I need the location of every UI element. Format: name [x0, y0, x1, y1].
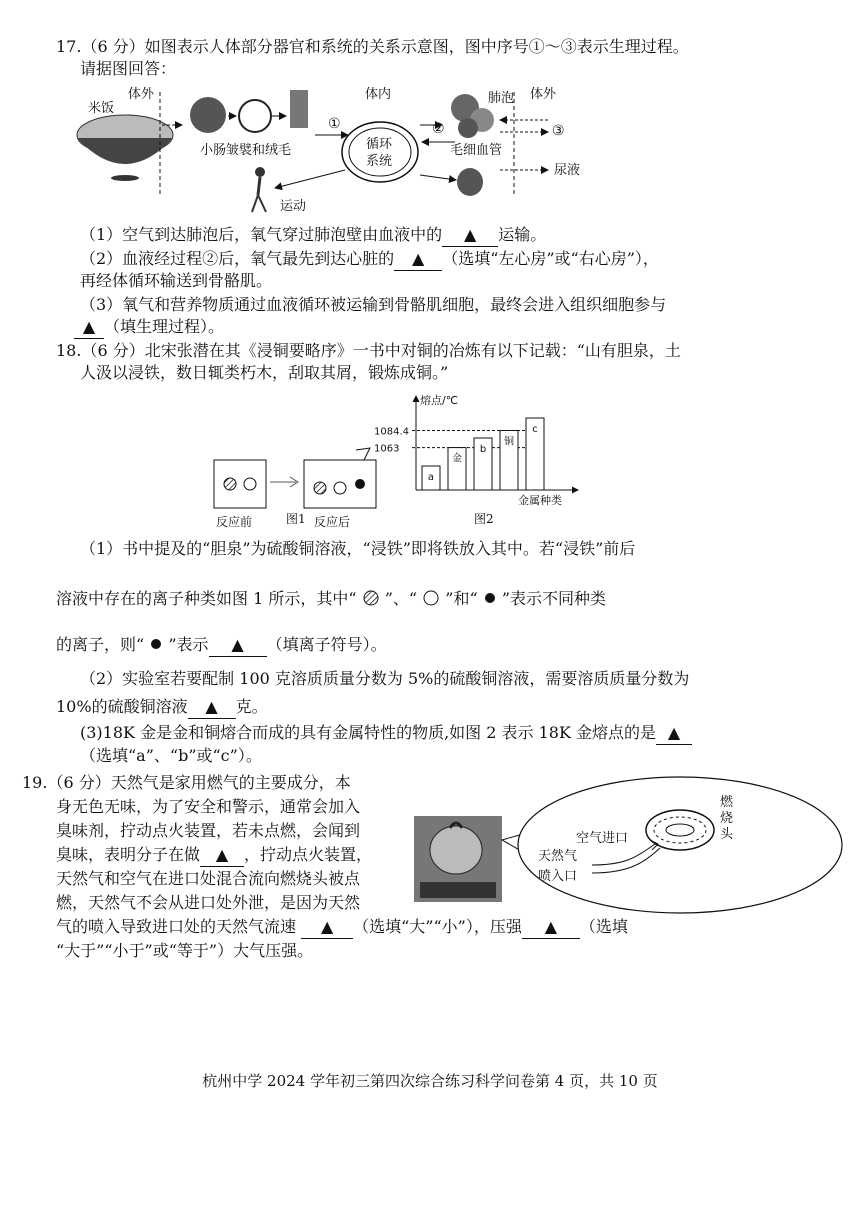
q18-answer-blank-1[interactable]: ▲ [209, 634, 267, 657]
q17-sub3-cont: ▲ （填生理过程）。 [74, 316, 224, 339]
open-ion-inline-icon [422, 589, 440, 607]
hatched-ion-inline-icon [362, 589, 380, 607]
q17-organ-diagram [60, 80, 620, 220]
q19-line8: “大于”“小于”或“等于”）大气压强。 [56, 941, 314, 960]
q19-line1: 19.（6 分）天然气是家用燃气的主要成分，本 [22, 773, 351, 792]
gas-inlet-label-2: 喷入口 [538, 869, 578, 884]
q17-answer-blank-1[interactable]: ▲ [442, 224, 498, 247]
fig1-before-label: 反应前 [216, 515, 253, 529]
burner-label-1: 燃 [720, 795, 734, 810]
bar-label-1: 金 [452, 453, 462, 465]
exercise-label: 运动 [280, 199, 307, 214]
q19-answer-blank-1[interactable]: ▲ [200, 844, 244, 867]
y-tick-label: 1084.4 [374, 426, 409, 438]
intestine-label: 小肠皱襞和绒毛 [200, 143, 292, 158]
process-3-label: ③ [552, 123, 565, 139]
q17-answer-blank-3[interactable]: ▲ [74, 316, 104, 339]
q17-sub3: （3）氧气和营养物质通过血液循环被运输到骨骼肌细胞，最终会进入组织细胞参与 [80, 295, 667, 314]
q19-line2: 身无色无味，为了安全和警示，通常会加入 [56, 797, 361, 816]
q19-stove-diagram [410, 770, 850, 920]
q18-sub3-line1: (3)18K 金是金和铜熔合而成的具有金属特性的物质,如图 2 表示 18K 金熔点的是 ▲ [80, 722, 692, 745]
q18-sub1-line2: 溶液中存在的离子种类如图 1 所示，其中“ ”、“ ”和“ ”表示不同种类 [56, 589, 607, 608]
q18-sub1-line3: 的离子，则“ ”表示 ▲ （填离子符号）。 [56, 634, 387, 657]
q18-figure2-chart [370, 392, 590, 522]
fig1-after-label: 反应后 [314, 515, 351, 529]
q17-answer-blank-2[interactable]: ▲ [394, 248, 442, 271]
urine-label: 尿液 [554, 163, 581, 178]
y-axis-label: 熔点/℃ [420, 394, 459, 407]
circulation-system-circle [342, 122, 418, 182]
bar-label-3: 铜 [504, 436, 514, 448]
rice-bowl-image [77, 115, 173, 181]
q17-sub2-cont: 再经体循环输送到骨骼肌。 [80, 271, 273, 290]
q17-stem-line2: 请据图回答： [80, 59, 177, 78]
q19-line3: 臭味剂，拧动点火装置，若未点燃，会闻到 [56, 821, 361, 840]
bar-label-4: c [532, 424, 538, 435]
q18-answer-blank-3[interactable]: ▲ [656, 722, 692, 745]
inside-label: 体内 [365, 87, 392, 102]
outside-right-label: 体外 [530, 87, 557, 102]
q17-sub1: （1）空气到达肺泡后，氧气穿过肺泡壁由血液中的 ▲ 运输。 [80, 224, 546, 247]
q19-answer-blank-2[interactable]: ▲ [301, 916, 353, 939]
process-2-label: ② [432, 121, 445, 137]
x-axis-label: 金属种类 [518, 494, 562, 507]
q18-answer-blank-2[interactable]: ▲ [188, 696, 236, 719]
q17-stem-line1: 17.（6 分）如图表示人体部分器官和系统的关系示意图，图中序号①～③表示生理过程。 [56, 37, 689, 56]
beaker-before [214, 460, 266, 508]
intestine-image [190, 90, 308, 133]
stove-photo-image [414, 816, 502, 902]
air-inlet-label: 空气进口 [576, 831, 629, 846]
q18-stem-line2: 人汲以浸铁，数日辄类朽木，刮取其屑，锻炼成铜。” [80, 363, 449, 382]
reaction-arrow-icon [270, 477, 298, 487]
fig2-caption: 图2 [474, 512, 494, 526]
burner-label-2: 烧 [720, 811, 734, 826]
q18-sub1-line1: （1）书中提及的“胆泉”为硫酸铜溶液，“浸铁”即将铁放入其中。若“浸铁”前后 [80, 539, 636, 558]
q19-line6: 燃，天然气不会从进口处外泄，是因为天然 [56, 893, 361, 912]
q17-sub2: （2）血液经过程②后，氧气最先到达心脏的 ▲ （选填“左心房”或“右心房”）， [80, 248, 659, 271]
process-1-label: ① [328, 116, 341, 132]
beaker-after [304, 460, 376, 508]
bar-label-2: b [479, 444, 487, 455]
gas-inlet-label-1: 天然气 [538, 849, 578, 864]
y-tick-label: 1063 [374, 443, 400, 455]
burner-label-3: 头 [720, 827, 734, 842]
iron-nail-icon [356, 448, 370, 460]
rice-label: 米饭 [88, 101, 115, 116]
solid-ion-inline-icon-2 [149, 637, 163, 651]
outside-left-label: 体外 [128, 87, 155, 102]
q19-line4: 臭味，表明分子在做 ▲ ，拧动点火装置， [56, 844, 372, 867]
open-ion-icon [244, 478, 256, 490]
bar-label-0: a [427, 472, 435, 483]
q18-stem-line1: 18.（6 分）北宋张潜在其《浸铜要略序》一书中对铜的冶炼有以下记载：“山有胆泉，土 [56, 341, 681, 360]
q18-sub3-line2: （选填“a”、“b”或“c”）。 [80, 746, 262, 765]
solid-ion-icon [355, 479, 365, 489]
fig1-caption: 图1 [286, 512, 306, 526]
alveoli-label: 肺泡 [488, 91, 515, 106]
q19-answer-blank-3[interactable]: ▲ [522, 916, 580, 939]
solid-ion-inline-icon [483, 591, 497, 605]
capillary-label: 毛细血管 [450, 143, 503, 158]
q18-sub2-line1: （2）实验室若要配制 100 克溶质质量分数为 5%的硫酸铜溶液，需要溶质质量分数为 [80, 669, 690, 688]
q19-line7: 气的喷入导致进口处的天然气流速 ▲ （选填“大”“小”），压强 ▲ （选填 [56, 916, 628, 939]
kidney-image [457, 168, 483, 196]
q18-sub2-line2: 10%的硫酸铜溶液 ▲ 克。 [56, 696, 268, 719]
q19-line5: 天然气和空气在进口处混合流向燃烧头被点 [56, 869, 361, 888]
hatched-ion-icon [224, 478, 236, 490]
circulation-label-line1: 循环 [366, 137, 393, 152]
exercise-person-image [252, 167, 266, 212]
page-footer: 杭州中学 2024 学年初三第四次综合练习科学问卷第 4 页，共 10 页 [202, 1072, 658, 1090]
circulation-label-line2: 系统 [366, 154, 393, 169]
